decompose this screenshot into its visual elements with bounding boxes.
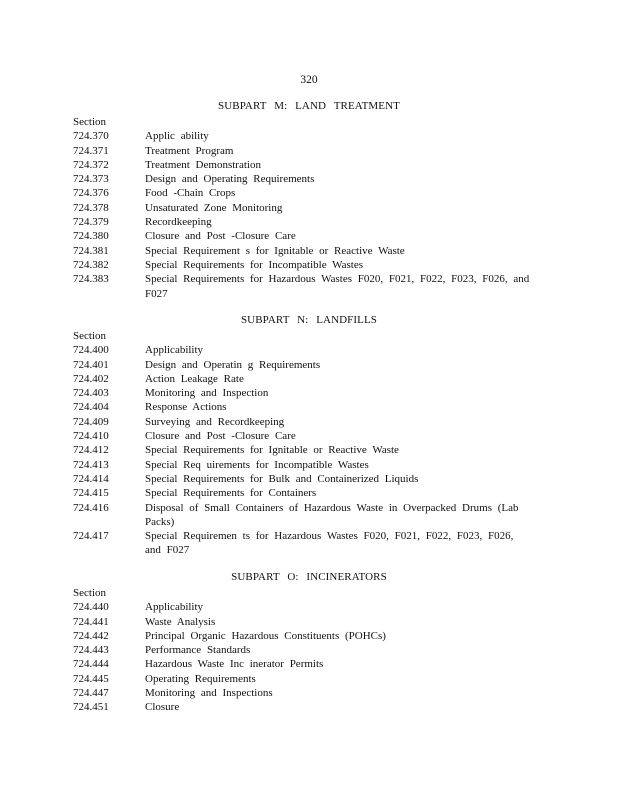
section-number: 724.409: [73, 415, 109, 428]
section-number: 724.444: [73, 658, 109, 671]
section-number: 724.413: [73, 458, 109, 471]
page-number: 320: [300, 74, 318, 86]
section-entry: [73, 458, 545, 472]
section-entry: [73, 400, 545, 414]
section-number: 724.443: [73, 644, 109, 657]
section-title: Monitoring and Inspection: [145, 387, 269, 400]
section-number: 724.404: [73, 401, 109, 414]
section-title: Principal Organic Hazardous Constituents (POHCs): [145, 629, 386, 642]
section-number: 724.440: [73, 601, 109, 614]
section-entry: [73, 201, 545, 215]
section-title: Applicability: [145, 601, 204, 614]
section-entry: [73, 358, 545, 372]
section-number: 724.451: [73, 701, 109, 714]
section-entry: [73, 129, 545, 143]
section-number: 724.378: [73, 201, 109, 214]
section-entry: [73, 686, 545, 700]
section-title: Monitoring and Inspections: [145, 687, 273, 700]
section-title: Special Requirements for Hazardous Wastes F020, F021, F022, F023, F026, and F027: [145, 273, 530, 300]
section-title: Action Leakage Rate: [145, 372, 244, 385]
section-number: 724.401: [73, 358, 109, 371]
subpart-n-section: [73, 313, 545, 558]
section-title: Treatment Program: [145, 144, 234, 157]
section-column-label: Section: [73, 116, 106, 128]
section-number: 724.403: [73, 387, 109, 400]
section-number: 724.383: [73, 273, 109, 286]
section-title: Closure: [145, 701, 180, 714]
section-number: 724.416: [73, 501, 109, 514]
section-entry: [73, 272, 545, 301]
section-entry: [73, 172, 545, 186]
section-list: [73, 129, 545, 301]
section-title: Response Actions: [145, 401, 227, 414]
section-entry: [73, 615, 545, 629]
section-entry: [73, 443, 545, 457]
section-entry: [73, 372, 545, 386]
section-entry: [73, 672, 545, 686]
section-title: Recordkeeping: [145, 216, 212, 229]
section-entry: [73, 186, 545, 200]
section-title: Applicability: [145, 344, 204, 357]
section-number: 724.445: [73, 672, 109, 685]
section-number: 724.412: [73, 444, 109, 457]
section-title: Surveying and Recordkeeping: [145, 415, 285, 428]
section-entry: [73, 643, 545, 657]
section-number: 724.410: [73, 430, 109, 443]
section-entry: [73, 501, 545, 530]
section-number: 724.400: [73, 344, 109, 357]
section-title: Applic ability: [145, 130, 209, 143]
section-entry: [73, 343, 545, 357]
section-number: 724.371: [73, 144, 109, 157]
section-entry: [73, 386, 545, 400]
section-entry: [73, 472, 545, 486]
section-entry: [73, 144, 545, 158]
section-number: 724.373: [73, 173, 109, 186]
section-number: 724.379: [73, 216, 109, 229]
section-number: 724.380: [73, 230, 109, 243]
section-title: Waste Analysis: [145, 615, 216, 628]
subpart-o-section: [73, 570, 545, 715]
section-entry: [73, 258, 545, 272]
section-number: 724.382: [73, 258, 109, 271]
section-entry: [73, 629, 545, 643]
section-number: 724.442: [73, 629, 109, 642]
section-title: Disposal of Small Containers of Hazardous Waste in Overpacked Drums (Lab Packs): [145, 501, 519, 528]
section-title: Unsaturated Zone Monitoring: [145, 201, 283, 214]
section-title: Special Requirements for Bulk and Containerized Liquids: [145, 472, 419, 485]
section-entry: [73, 429, 545, 443]
section-column-label: Section: [73, 330, 106, 342]
section-title: Special Requirements for Incompatible Wastes: [145, 258, 364, 271]
section-entry: [73, 600, 545, 614]
section-entry: [73, 700, 545, 714]
section-title: Operating Requirements: [145, 672, 256, 685]
section-title: Hazardous Waste Inc inerator Permits: [145, 658, 324, 671]
section-entry: [73, 415, 545, 429]
section-title: Performance Standards: [145, 644, 251, 657]
section-title: Closure and Post -Closure Care: [145, 230, 296, 243]
section-number: 724.376: [73, 187, 109, 200]
subpart-heading: SUBPART O: INCINERATORS: [231, 571, 387, 583]
section-title: Treatment Demonstration: [145, 158, 261, 171]
subpart-heading: SUBPART N: LANDFILLS: [240, 314, 378, 326]
section-number: 724.447: [73, 687, 109, 700]
section-list: [73, 343, 545, 557]
section-number: 724.381: [73, 244, 109, 257]
section-entry: [73, 229, 545, 243]
subpart-m-section: [73, 99, 545, 301]
section-number: 724.372: [73, 158, 109, 171]
section-entry: [73, 158, 545, 172]
section-number: 724.417: [73, 530, 109, 543]
section-title: Design and Operatin g Requirements: [145, 358, 321, 371]
section-title: Special Requirement s for Ignitable or Reactive Waste: [145, 244, 405, 257]
subpart-heading: SUBPART M: LAND TREATMENT: [218, 100, 400, 112]
section-title: Special Requirements for Containers: [145, 487, 317, 500]
section-number: 724.441: [73, 615, 109, 628]
section-entry: [73, 215, 545, 229]
section-entry: [73, 529, 545, 558]
section-entry: [73, 657, 545, 671]
section-number: 724.415: [73, 487, 109, 500]
section-title: Closure and Post -Closure Care: [145, 430, 296, 443]
section-title: Special Requirements for Ignitable or Reactive Waste: [145, 444, 399, 457]
section-title: Special Req uirements for Incompatible Wastes: [145, 458, 369, 471]
section-number: 724.370: [73, 130, 109, 143]
section-title: Food -Chain Crops: [145, 187, 236, 200]
section-title: Design and Operating Requirements: [145, 173, 315, 186]
section-entry: [73, 486, 545, 500]
section-column-label: Section: [73, 587, 106, 599]
section-number: 724.402: [73, 372, 109, 385]
section-title: Special Requiremen ts for Hazardous Wastes F020, F021, F022, F023, F026, and F027: [145, 530, 514, 557]
section-number: 724.414: [73, 472, 109, 485]
section-list: [73, 600, 545, 714]
section-entry: [73, 244, 545, 258]
